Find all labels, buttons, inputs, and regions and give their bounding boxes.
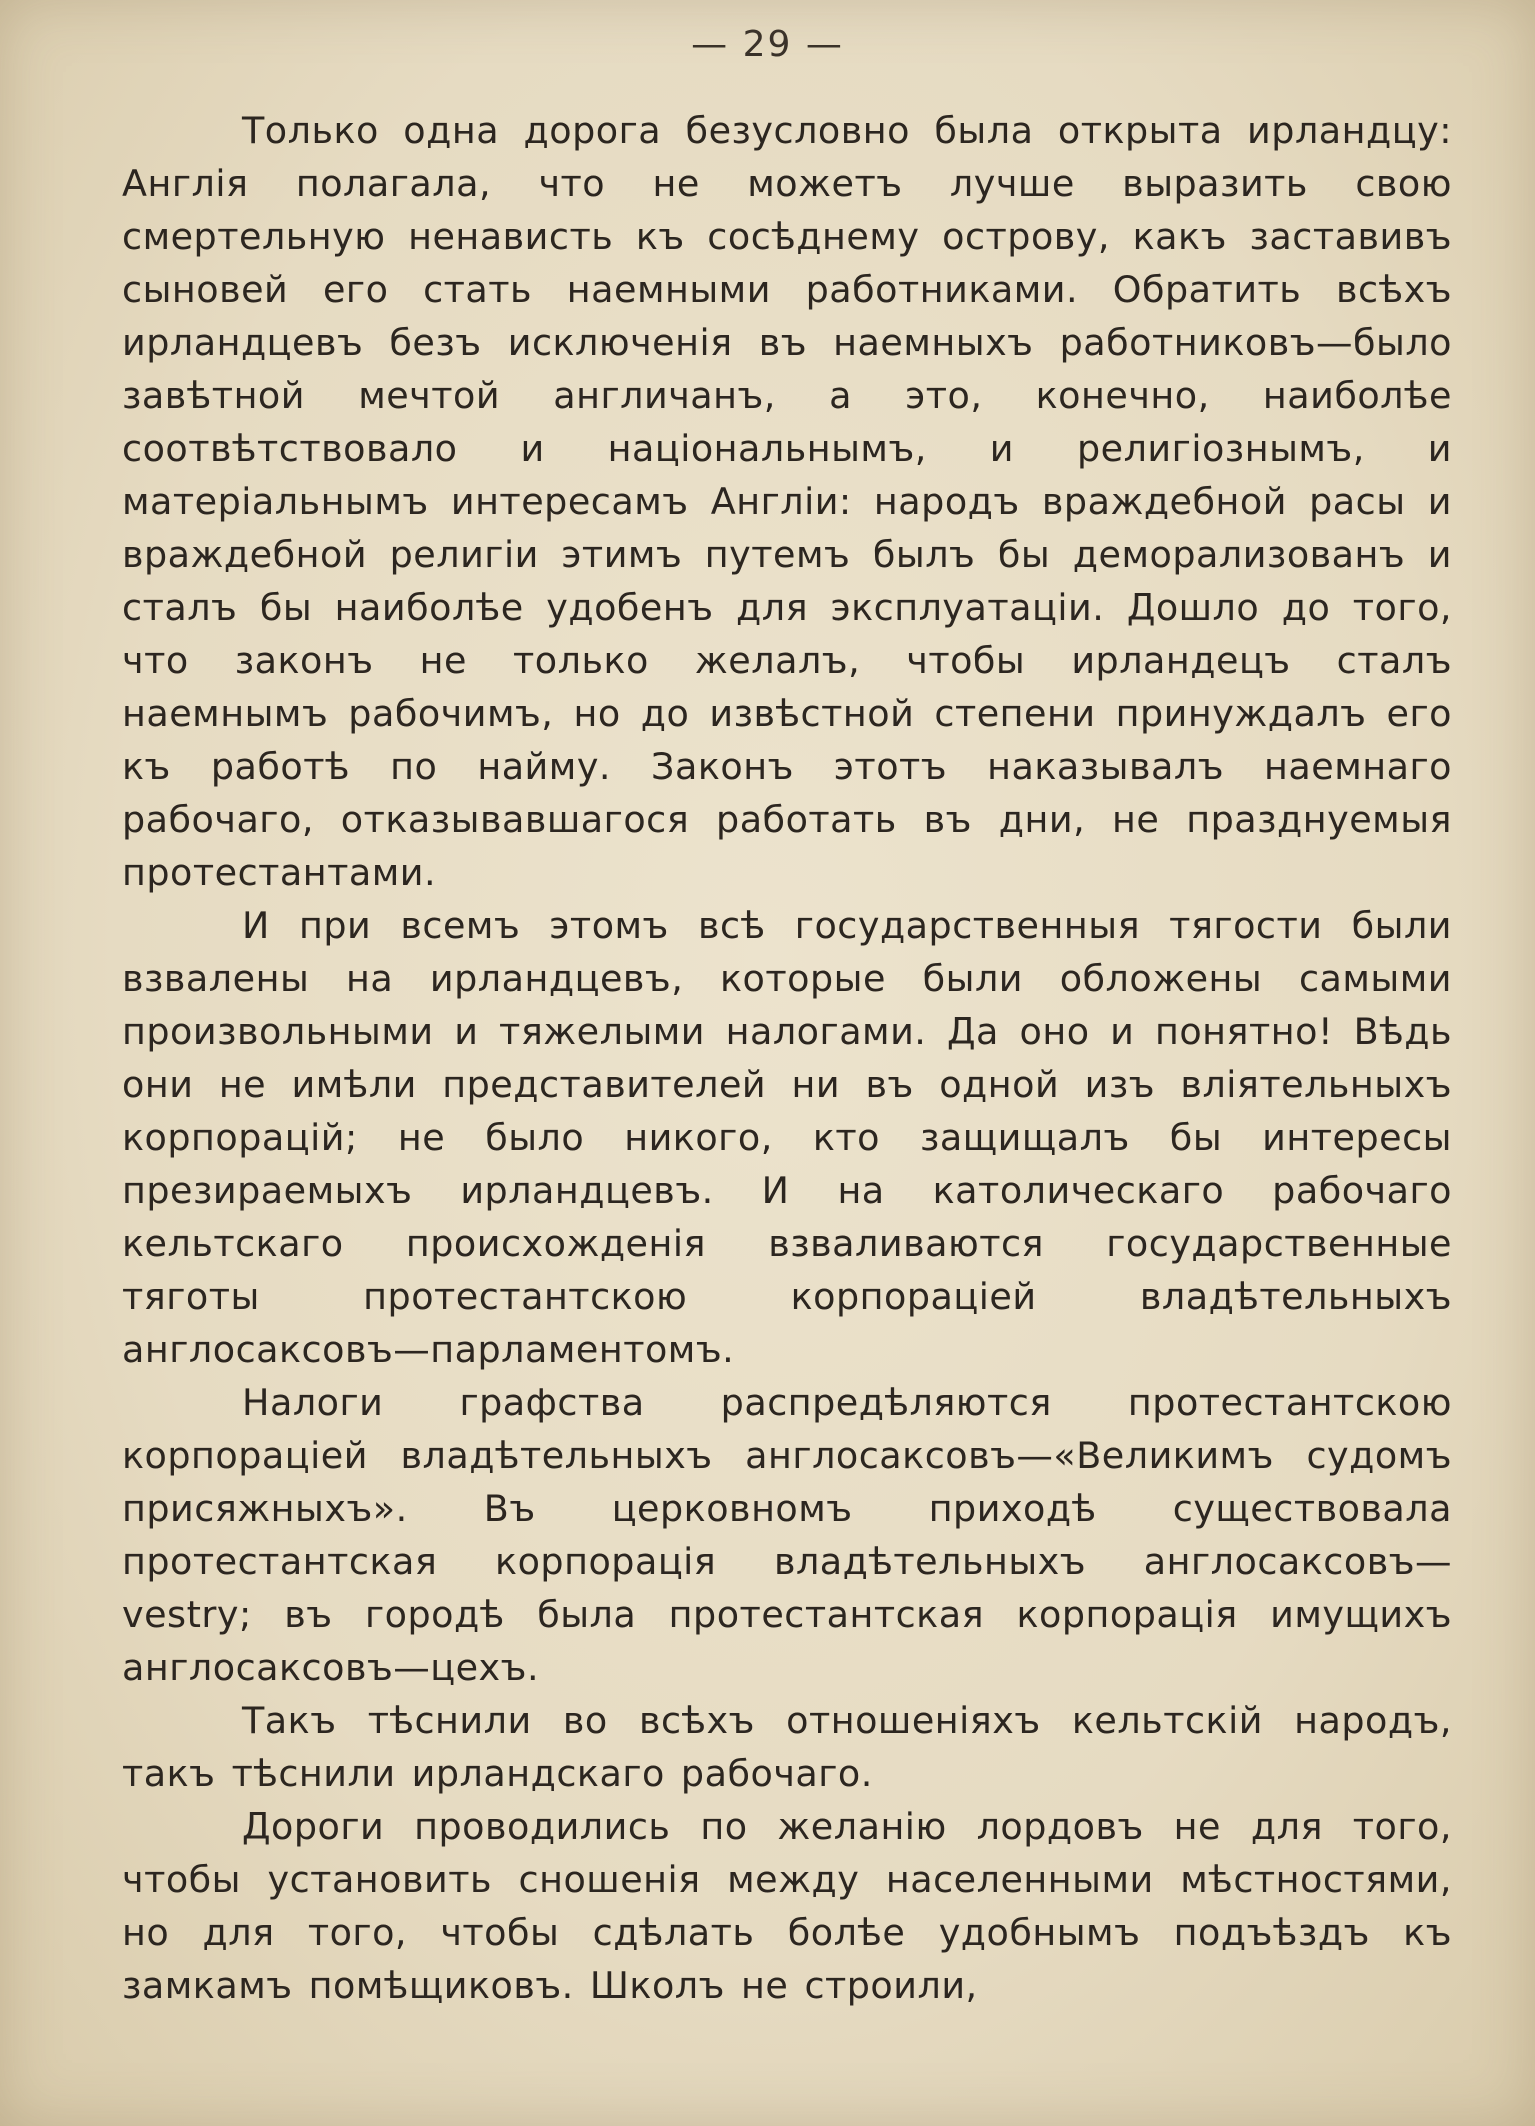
paragraph-2: И при всемъ этомъ всѣ государственныя тягости были взвалены на ирландцевъ, которые были обложены самыми произвольными и тяжелыми налогами. Да оно и понятно! Вѣдь они не имѣли представителей ни въ одной изъ вліятельныхъ корпорацій; не было никого, кто защищалъ бы интересы презираемыхъ ирландцевъ. И на католическаго рабочаго кельтскаго происхожденія взваливаются государственные тяготы протестантскою корпораціей владѣтельныхъ англосаксовъ—парламентомъ.: [122, 904, 1452, 1371]
paragraph-1: Только одна дорога безусловно была открыта ирландцу: Англія полагала, что не можетъ лучше выразить свою смертельную ненависть къ сосѣднему острову, какъ заставивъ сыновей его стать наемными работниками. Обратить всѣхъ ирландцевъ безъ исключенія въ наемныхъ работниковъ—было завѣтной мечтой англичанъ, а это, конечно, наиболѣе соотвѣтствовало и національнымъ, и религіознымъ, и матеріальнымъ интересамъ Англіи: народъ враждебной расы и враждебной религіи этимъ путемъ былъ бы деморализованъ и сталъ бы наиболѣе удобенъ для эксплуатаціи. Дошло до того, что законъ не только желалъ, чтобы ирландецъ сталъ наемнымъ рабочимъ, но до извѣстной степени принуждалъ его къ работѣ по найму. Законъ этотъ наказывалъ наемнаго рабочаго, отказывавшагося работать въ дни, не празднуемыя протестантами.: [122, 109, 1452, 894]
page-number: — 29 —: [691, 24, 844, 65]
body-text: [122, 104, 1452, 2012]
paragraph-4: Такъ тѣснили во всѣхъ отношеніяхъ кельтскій народъ, такъ тѣснили ирландскаго рабочаго.: [122, 1699, 1452, 1795]
paragraph-3: Налоги графства распредѣляются протестантскою корпораціей владѣтельныхъ англосаксовъ—«Великимъ судомъ присяжныхъ». Въ церковномъ приходѣ существовала протестантская корпорація владѣтельныхъ англосаксовъ—vestry; въ городѣ была протестантская корпорація имущихъ англосаксовъ—цехъ.: [122, 1381, 1452, 1689]
paragraph-5: Дороги проводились по желанію лордовъ не для того, чтобы установить сношенія между населенными мѣстностями, но для того, чтобы сдѣлать болѣе удобнымъ подъѣздъ къ замкамъ помѣщиковъ. Школъ не строили,: [122, 1805, 1452, 2007]
